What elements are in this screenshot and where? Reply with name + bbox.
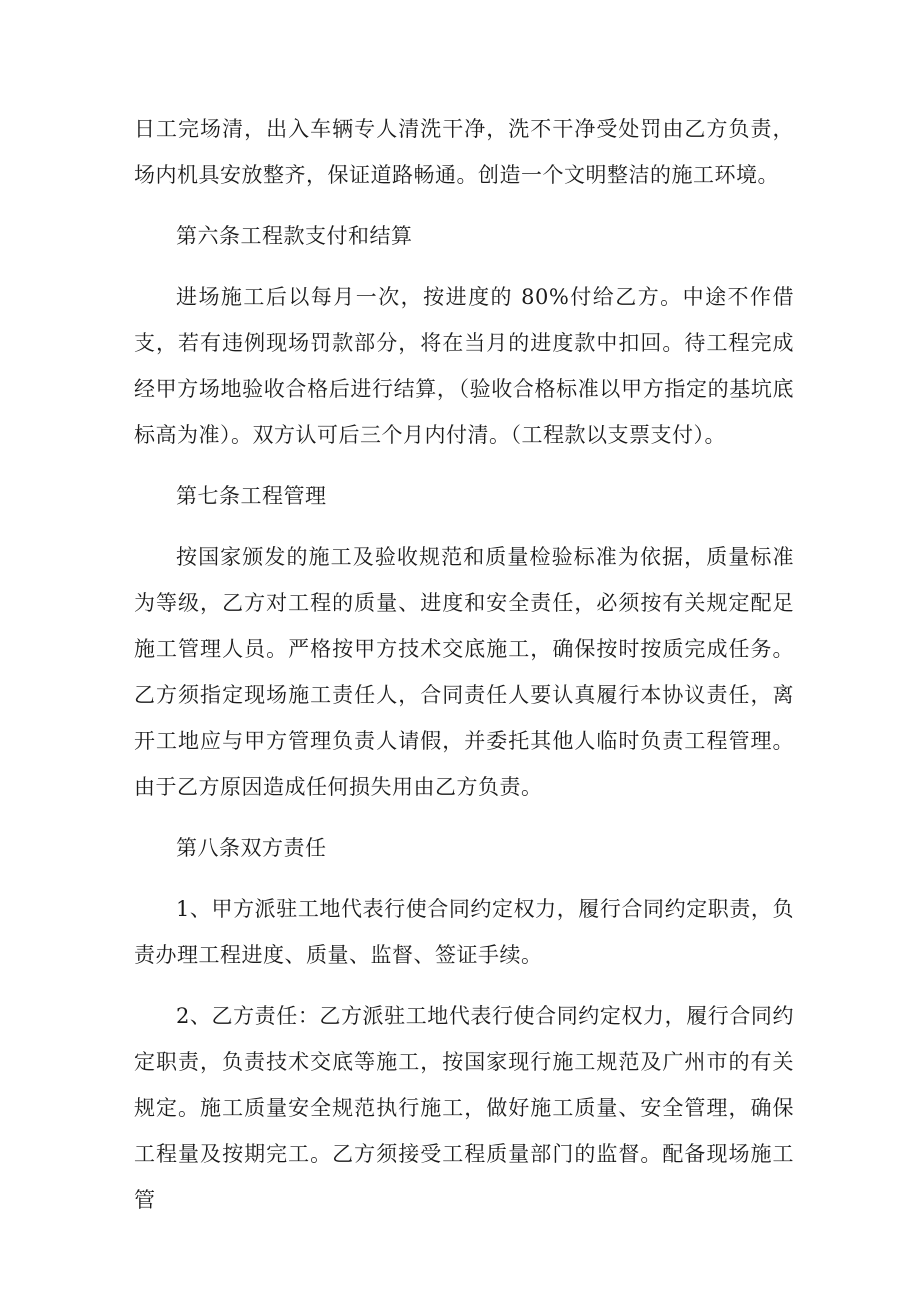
- paragraph-site-cleanliness: 日工完场清，出入车辆专人清洗干净，洗不干净受处罚由乙方负责，场内机具安放整齐，保证道路畅通。创造一个文明整洁的施工环境。: [134, 117, 794, 187]
- heading-article-6: 第六条工程款支付和结算: [176, 224, 413, 248]
- heading-article-7: 第七条工程管理: [176, 484, 327, 508]
- paragraph-project-management: 按国家颁发的施工及验收规范和质量检验标准为依据，质量标准为等级，乙方对工程的质量、进度和安全责任，必须按有关规定配足施工管理人员。严格按甲方技术交底施工，确保按时按质完成任务。乙方须指定现场施工责任人，合同责任人要认真履行本协议责任，离开工地应与甲方管理负责人请假，并委托其他人临时负责工程管理。由于乙方原因造成任何损失用由乙方负责。: [134, 545, 794, 799]
- paragraph-party-a-duties: 1、甲方派驻工地代表行使合同约定权力，履行合同约定职责，负责办理工程进度、质量、监督、签证手续。: [134, 897, 794, 967]
- heading-article-8: 第八条双方责任: [176, 836, 327, 860]
- paragraph-payment-settlement: 进场施工后以每月一次，按进度的 80%付给乙方。中途不作借支，若有违例现场罚款部分，将在当月的进度款中扣回。待工程完成经甲方场地验收合格后进行结算，（验收合格标准以甲方指定的基坑底标高为准）。双方认可后三个月内付清。（工程款以支票支付）。: [134, 285, 794, 447]
- paragraph-party-b-duties: 2、乙方责任：乙方派驻工地代表行使合同约定权力，履行合同约定职责，负责技术交底等施工，按国家现行施工规范及广州市的有关规定。施工质量安全规范执行施工，做好施工质量、安全管理，确保工程量及按期完工。乙方须接受工程质量部门的监督。配备现场施工管: [134, 1004, 794, 1212]
- document-page: [134, 106, 794, 1223]
